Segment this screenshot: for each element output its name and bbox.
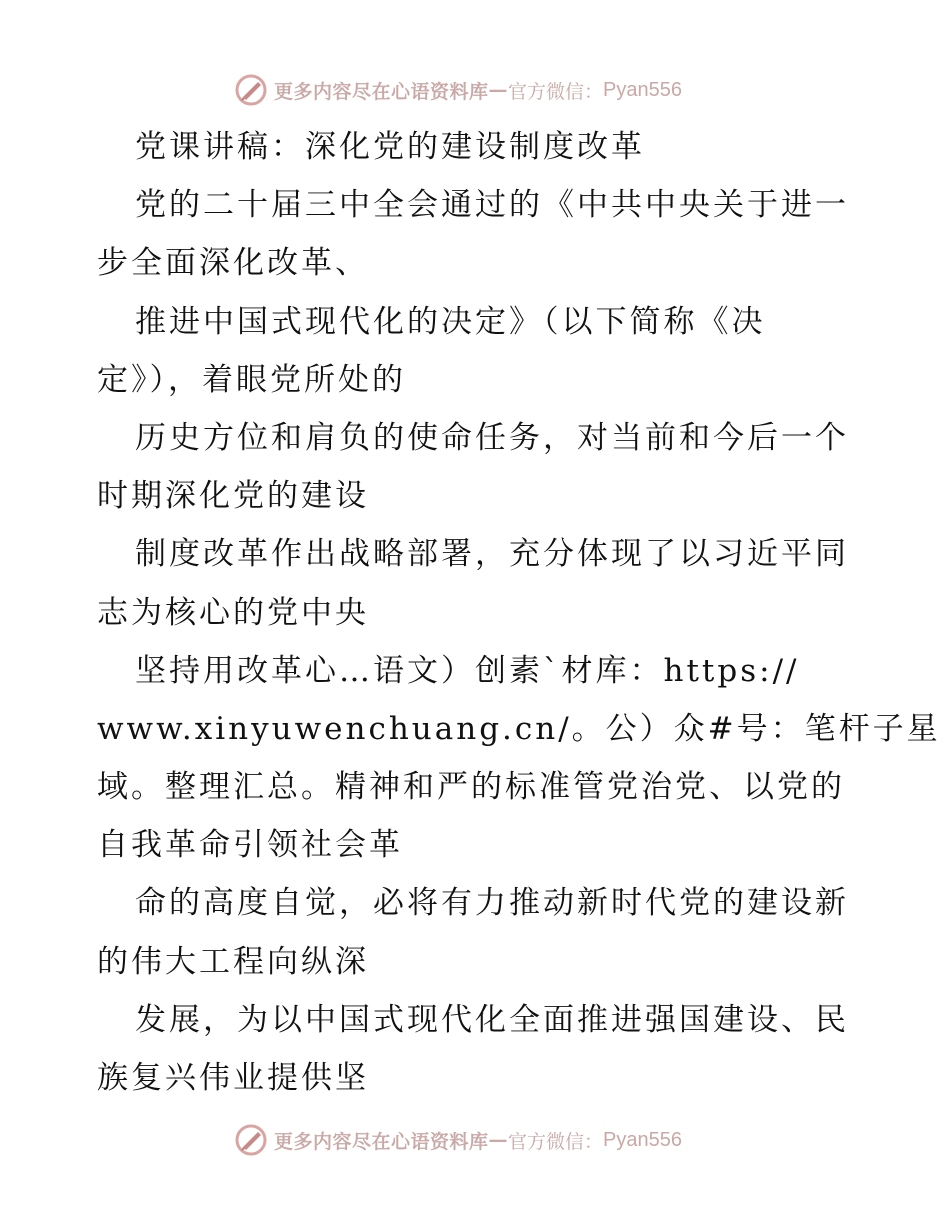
banner-site-text: 更多内容尽在心语资料库: [274, 80, 489, 103]
header-banner: [0, 70, 950, 110]
paragraph-line: 制度改革作出战略部署，充分体现了以习近平同: [135, 536, 849, 573]
paragraph-line: 推进中国式现代化的决定》（以下简称《决: [135, 303, 766, 340]
banner-wechat-label: 官方微信：: [508, 80, 604, 103]
pen-logo-icon: [234, 73, 268, 107]
banner-separator: —: [488, 79, 509, 101]
banner-site-text: 更多内容尽在心语资料库: [274, 1130, 489, 1153]
banner-wechat-id: Pyan556: [603, 1128, 682, 1151]
paragraph-line: 党的二十届三中全会通过的《中共中央关于进一: [135, 187, 849, 224]
pen-logo-icon: [234, 1123, 268, 1157]
paragraph-line: 自我革命引领社会革: [97, 827, 403, 864]
paragraph-line: 族复兴伟业提供坚: [97, 1060, 369, 1096]
paragraph-line: 步全面深化改革、: [97, 245, 369, 282]
paragraph-line: 时期深化党的建设: [97, 478, 369, 515]
paragraph-line: 坚持用改革心…语文）创素`材库：https://: [135, 652, 800, 689]
paragraph-line: 定》），着眼党所处的: [97, 361, 406, 398]
banner-content: [234, 1120, 682, 1160]
paragraph-line: www.xinyuwenchuang.cn/。公）众#号：笔杆子星: [97, 710, 941, 747]
paragraph-line: 域。整理汇总。精神和严的标准管党治党、以党的: [97, 769, 845, 806]
banner-wechat-label: 官方微信：: [508, 1130, 604, 1153]
paragraph-line: 命的高度自觉，必将有力推动新时代党的建设新: [135, 885, 849, 922]
paragraph-line: 的伟大工程向纵深: [97, 943, 369, 980]
banner-wechat-id: Pyan556: [603, 78, 682, 101]
footer-banner: [0, 1120, 950, 1160]
paragraph-line: 志为核心的党中央: [97, 594, 369, 631]
document-title: 党课讲稿：深化党的建设制度改革: [135, 129, 645, 165]
paragraph-line: 发展，为以中国式现代化全面推进强国建设、民: [135, 1001, 849, 1038]
document-body: [97, 118, 941, 1107]
paragraph-line: 历史方位和肩负的使命任务，对当前和今后一个: [135, 419, 849, 456]
banner-separator: —: [488, 1129, 509, 1151]
banner-content: [234, 70, 682, 110]
